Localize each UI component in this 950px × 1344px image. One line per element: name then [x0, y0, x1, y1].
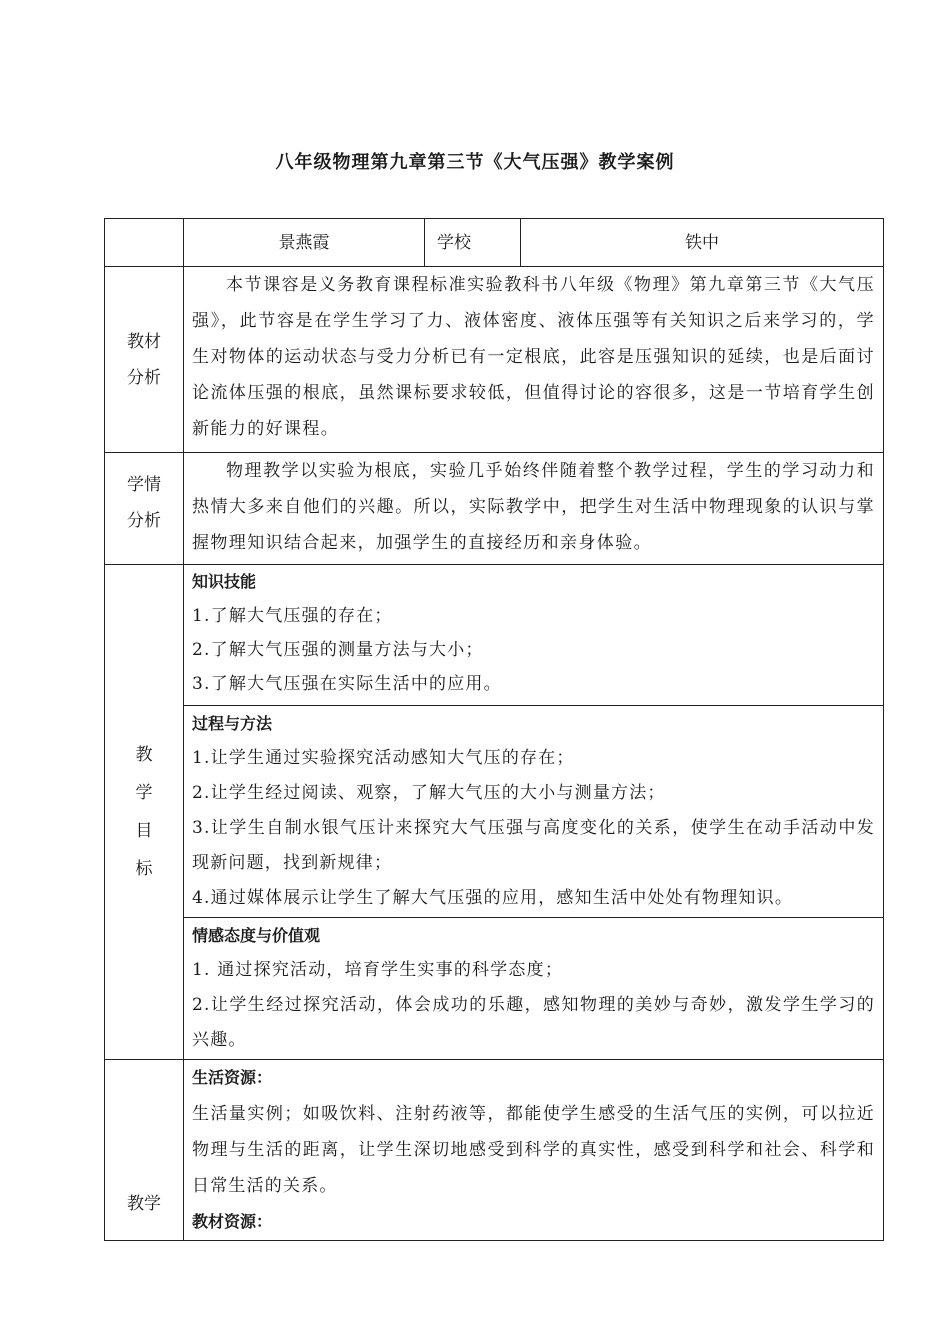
material-analysis-row	[105, 267, 884, 453]
process-item: 3.让学生自制水银气压计来探究大气压强与高度变化的关系，使学生在动手活动中发现新问题，找到新规律；	[192, 818, 875, 873]
teacher-name: 景燕霞	[184, 219, 425, 267]
knowledge-heading: 知识技能	[192, 572, 257, 591]
material-analysis-text: 本节课容是义务教育课程标准实验教科书八年级《物理》第九章第三节《大气压强》，此节容是在学生学习了力、液体密度、液体压强等有关知识之后来学习的，学生对物体的运动状态与受力分析已有一定根底，此容是压强知识的延续，也是后面讨论流体压强的根底，虽然课标要求较低，但值得讨论的容很多，这是一节培育学生创新能力的好课程。	[192, 275, 875, 439]
objectives-label	[105, 565, 184, 1060]
resources-row	[105, 1060, 884, 1241]
attitude-heading: 情感态度与价值观	[192, 926, 321, 945]
objectives-label-char-2: 学	[135, 783, 153, 803]
page-title: 八年级物理第九章第三节《大气压强》教学案例	[275, 152, 675, 173]
resources-label: 教学	[105, 1060, 184, 1241]
knowledge-cell	[184, 565, 884, 706]
header-row	[105, 219, 884, 267]
objectives-process-row	[105, 706, 884, 918]
objectives-label-char-4: 标	[135, 859, 153, 879]
life-resources-heading: 生活资源：	[192, 1068, 273, 1087]
student-analysis-label-line2: 分析	[127, 511, 161, 531]
knowledge-item: 1.了解大气压强的存在；	[192, 606, 393, 626]
school-label: 学校	[425, 219, 521, 267]
life-resources-text: 生活量实例；如吸饮料、注射药液等，都能使学生感受的生活气压的实例，可以拉近物理与生活的距离，让学生深切地感受到科学的真实性，感受到科学和社会、科学和日常生活的关系。	[192, 1104, 875, 1196]
student-analysis-text: 物理教学以实验为根底，实验几乎始终伴随着整个教学过程，学生的学习动力和热情大多来自他们的兴趣。所以，实际教学中，把学生对生活中物理现象的认识与掌握物理知识结合起来，加强学生的直接经历和亲身体验。	[192, 461, 875, 553]
student-analysis-content	[184, 453, 884, 565]
student-analysis-label	[105, 453, 184, 565]
material-resources-heading: 教材资源：	[192, 1212, 273, 1231]
knowledge-item: 3.了解大气压强在实际生活中的应用。	[192, 674, 502, 694]
material-analysis-content	[184, 267, 884, 453]
school-name: 铁中	[521, 219, 884, 267]
objectives-knowledge-row	[105, 565, 884, 706]
student-analysis-label-line1: 学情	[127, 475, 161, 495]
material-analysis-label-line1: 教材	[127, 331, 161, 352]
attitude-item: 1. 通过探究活动，培育学生实事的科学态度；	[192, 960, 564, 980]
material-analysis-label	[105, 267, 184, 453]
process-item: 4.通过媒体展示让学生了解大气压强的应用，感知生活中处处有物理知识。	[192, 888, 794, 908]
objectives-label-char-1: 教	[135, 745, 153, 765]
process-heading: 过程与方法	[192, 714, 273, 733]
lesson-table	[104, 218, 884, 1241]
objectives-attitude-row	[105, 918, 884, 1060]
process-item: 2.让学生经过阅读、观察，了解大气压的大小与测量方法；	[192, 783, 666, 803]
student-analysis-row	[105, 453, 884, 565]
objectives-label-char-3: 目	[135, 821, 153, 841]
resources-cell	[184, 1060, 884, 1241]
header-empty-cell	[105, 219, 184, 267]
process-cell	[184, 706, 884, 918]
attitude-cell	[184, 918, 884, 1060]
knowledge-item: 2.了解大气压强的测量方法与大小；	[192, 640, 484, 660]
material-analysis-label-line2: 分析	[127, 367, 161, 388]
process-item: 1.让学生通过实验探究活动感知大气压的存在；	[192, 748, 575, 768]
attitude-item: 2.让学生经过探究活动，体会成功的乐趣，感知物理的美妙与奇妙，激发学生学习的兴趣。	[192, 995, 875, 1050]
